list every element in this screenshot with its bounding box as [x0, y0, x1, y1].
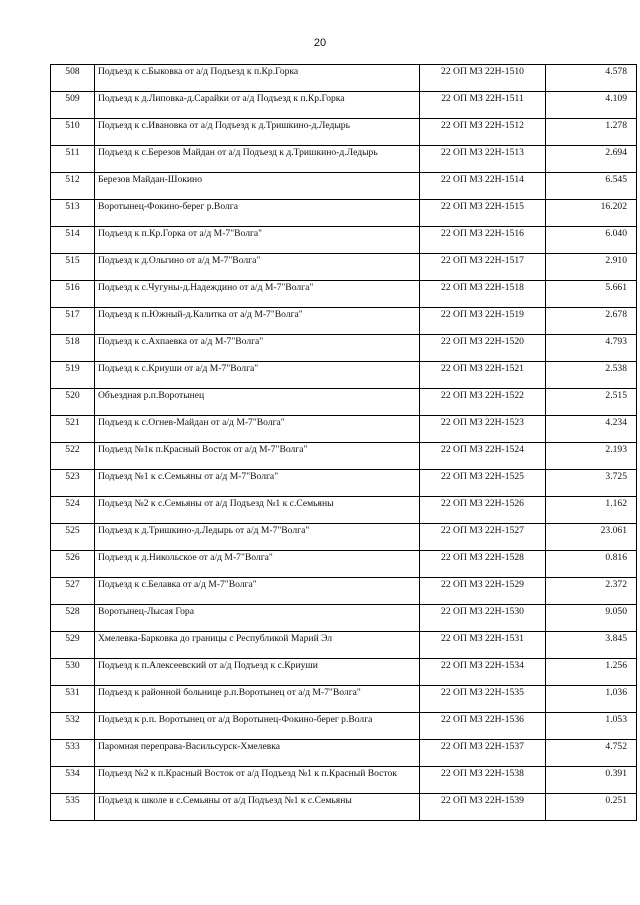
- road-length: 3.725: [546, 470, 637, 497]
- road-length: 0.816: [546, 551, 637, 578]
- row-number: 533: [51, 740, 95, 767]
- road-name: Подъезд к п.Кр.Горка от а/д М-7"Волга": [95, 227, 420, 254]
- row-number: 509: [51, 92, 95, 119]
- road-length: 4.752: [546, 740, 637, 767]
- road-length: 5.661: [546, 281, 637, 308]
- road-length: 2.910: [546, 254, 637, 281]
- road-length: 2.538: [546, 362, 637, 389]
- page-number: 20: [313, 37, 327, 49]
- road-id-code: 22 ОП МЗ 22Н-1523: [420, 416, 546, 443]
- road-length: 1.053: [546, 713, 637, 740]
- table-row: [51, 146, 637, 173]
- row-number: 519: [51, 362, 95, 389]
- table-row: [51, 254, 637, 281]
- road-id-code: 22 ОП МЗ 22Н-1539: [420, 794, 546, 821]
- row-number: 512: [51, 173, 95, 200]
- row-number: 530: [51, 659, 95, 686]
- row-number: 528: [51, 605, 95, 632]
- table-row: [51, 200, 637, 227]
- row-number: 522: [51, 443, 95, 470]
- road-name: Подъезд к с.Ахпаевка от а/д М-7"Волга": [95, 335, 420, 362]
- road-id-code: 22 ОП МЗ 22Н-1518: [420, 281, 546, 308]
- road-length: 4.578: [546, 65, 637, 92]
- road-length: 6.545: [546, 173, 637, 200]
- table-row: [51, 416, 637, 443]
- table-row: [51, 281, 637, 308]
- road-name: Подъезд к районной больнице р.п.Воротынец от а/д М-7"Волга": [95, 686, 420, 713]
- road-length: 1.036: [546, 686, 637, 713]
- road-name: Березов Майдан-Шокино: [95, 173, 420, 200]
- table-row: [51, 578, 637, 605]
- road-id-code: 22 ОП МЗ 22Н-1516: [420, 227, 546, 254]
- road-id-code: 22 ОП МЗ 22Н-1538: [420, 767, 546, 794]
- road-name: Подъезд к д.Никольское от а/д М-7"Волга": [95, 551, 420, 578]
- road-name: Подъезд к д.Ольгино от а/д М-7"Волга": [95, 254, 420, 281]
- row-number: 508: [51, 65, 95, 92]
- table-row: [51, 389, 637, 416]
- road-id-code: 22 ОП МЗ 22Н-1531: [420, 632, 546, 659]
- road-length: 2.193: [546, 443, 637, 470]
- road-name: Подъезд к с.Ивановка от а/д Подъезд к д.Тришкино-д.Ледырь: [95, 119, 420, 146]
- road-id-code: 22 ОП МЗ 22Н-1510: [420, 65, 546, 92]
- road-name: Подъезд №2 к с.Семьяны от а/д Подъезд №1 к с.Семьяны: [95, 497, 420, 524]
- table-row: [51, 767, 637, 794]
- road-id-code: 22 ОП МЗ 22Н-1511: [420, 92, 546, 119]
- road-id-code: 22 ОП МЗ 22Н-1537: [420, 740, 546, 767]
- road-length: 16.202: [546, 200, 637, 227]
- road-id-code: 22 ОП МЗ 22Н-1528: [420, 551, 546, 578]
- road-name: Подъезд №1 к с.Семьяны от а/д М-7"Волга": [95, 470, 420, 497]
- table-row: [51, 497, 637, 524]
- road-name: Подъезд к п.Южный-д.Калитка от а/д М-7"Волга": [95, 308, 420, 335]
- road-id-code: 22 ОП МЗ 22Н-1514: [420, 173, 546, 200]
- road-name: Подъезд к с.Березов Майдан от а/д Подъезд к д.Тришкино-д.Ледырь: [95, 146, 420, 173]
- road-id-code: 22 ОП МЗ 22Н-1515: [420, 200, 546, 227]
- road-length: 2.694: [546, 146, 637, 173]
- road-name: Подъезд к д.Липовка-д.Сарайки от а/д Подъезд к п.Кр.Горка: [95, 92, 420, 119]
- table-row: [51, 308, 637, 335]
- road-name: Подъезд к п.Алексеевский от а/д Подъезд к с.Криуши: [95, 659, 420, 686]
- road-name: Подъезд к р.п. Воротынец от а/д Воротынец-Фокино-берег р.Волга: [95, 713, 420, 740]
- table-row: [51, 713, 637, 740]
- row-number: 515: [51, 254, 95, 281]
- road-name: Подъезд к д.Тришкино-д.Ледырь от а/д М-7"Волга": [95, 524, 420, 551]
- row-number: 514: [51, 227, 95, 254]
- row-number: 517: [51, 308, 95, 335]
- road-id-code: 22 ОП МЗ 22Н-1534: [420, 659, 546, 686]
- table-row: [51, 740, 637, 767]
- road-id-code: 22 ОП МЗ 22Н-1513: [420, 146, 546, 173]
- road-length: 2.678: [546, 308, 637, 335]
- road-id-code: 22 ОП МЗ 22Н-1524: [420, 443, 546, 470]
- road-id-code: 22 ОП МЗ 22Н-1512: [420, 119, 546, 146]
- roads-table: [50, 64, 637, 821]
- row-number: 527: [51, 578, 95, 605]
- road-id-code: 22 ОП МЗ 22Н-1522: [420, 389, 546, 416]
- road-name: Воротынец-Фокино-берег р.Волга: [95, 200, 420, 227]
- road-id-code: 22 ОП МЗ 22Н-1519: [420, 308, 546, 335]
- road-name: Паромная переправа-Васильсурск-Хмелевка: [95, 740, 420, 767]
- road-id-code: 22 ОП МЗ 22Н-1536: [420, 713, 546, 740]
- row-number: 532: [51, 713, 95, 740]
- road-length: 23.061: [546, 524, 637, 551]
- road-name: Подъезд №1к п.Красный Восток от а/д М-7"Волга": [95, 443, 420, 470]
- table-row: [51, 794, 637, 821]
- road-length: 1.256: [546, 659, 637, 686]
- table-row: [51, 92, 637, 119]
- row-number: 526: [51, 551, 95, 578]
- table-row: [51, 119, 637, 146]
- road-id-code: 22 ОП МЗ 22Н-1520: [420, 335, 546, 362]
- row-number: 534: [51, 767, 95, 794]
- table-row: [51, 173, 637, 200]
- table-row: [51, 632, 637, 659]
- road-id-code: 22 ОП МЗ 22Н-1527: [420, 524, 546, 551]
- table-row: [51, 605, 637, 632]
- road-name: Подъезд к с.Белавка от а/д М-7"Волга": [95, 578, 420, 605]
- road-length: 3.845: [546, 632, 637, 659]
- road-length: 9.050: [546, 605, 637, 632]
- road-id-code: 22 ОП МЗ 22Н-1529: [420, 578, 546, 605]
- table-row: [51, 443, 637, 470]
- road-length: 2.515: [546, 389, 637, 416]
- road-name: Подъезд к с.Чугуны-д.Надеждино от а/д М-7"Волга": [95, 281, 420, 308]
- road-length: 6.040: [546, 227, 637, 254]
- row-number: 531: [51, 686, 95, 713]
- road-id-code: 22 ОП МЗ 22Н-1525: [420, 470, 546, 497]
- road-name: Подъезд к с.Криуши от а/д М-7"Волга": [95, 362, 420, 389]
- table-row: [51, 65, 637, 92]
- road-id-code: 22 ОП МЗ 22Н-1526: [420, 497, 546, 524]
- road-name: Подъезд к с.Огнев-Майдан от а/д М-7"Волга": [95, 416, 420, 443]
- road-length: 4.234: [546, 416, 637, 443]
- road-length: 2.372: [546, 578, 637, 605]
- road-name: Хмелевка-Барковка до границы с Республикой Марий Эл: [95, 632, 420, 659]
- road-length: 0.391: [546, 767, 637, 794]
- table-row: [51, 470, 637, 497]
- table-row: [51, 362, 637, 389]
- row-number: 516: [51, 281, 95, 308]
- road-name: Подъезд к школе в с.Семьяны от а/д Подъезд №1 к с.Семьяны: [95, 794, 420, 821]
- row-number: 518: [51, 335, 95, 362]
- row-number: 535: [51, 794, 95, 821]
- road-name: Объездная р.п.Воротынец: [95, 389, 420, 416]
- table-row: [51, 227, 637, 254]
- table-row: [51, 659, 637, 686]
- roads-table-body: [51, 65, 637, 821]
- road-length: 4.109: [546, 92, 637, 119]
- row-number: 523: [51, 470, 95, 497]
- road-id-code: 22 ОП МЗ 22Н-1535: [420, 686, 546, 713]
- row-number: 513: [51, 200, 95, 227]
- row-number: 521: [51, 416, 95, 443]
- road-length: 1.278: [546, 119, 637, 146]
- row-number: 524: [51, 497, 95, 524]
- road-length: 1.162: [546, 497, 637, 524]
- row-number: 510: [51, 119, 95, 146]
- road-id-code: 22 ОП МЗ 22Н-1521: [420, 362, 546, 389]
- road-id-code: 22 ОП МЗ 22Н-1517: [420, 254, 546, 281]
- table-row: [51, 335, 637, 362]
- table-row: [51, 551, 637, 578]
- road-length: 0.251: [546, 794, 637, 821]
- row-number: 511: [51, 146, 95, 173]
- road-id-code: 22 ОП МЗ 22Н-1530: [420, 605, 546, 632]
- row-number: 525: [51, 524, 95, 551]
- row-number: 529: [51, 632, 95, 659]
- row-number: 520: [51, 389, 95, 416]
- road-name: Подъезд к с.Быковка от а/д Подъезд к п.Кр.Горка: [95, 65, 420, 92]
- road-name: Воротынец-Лысая Гора: [95, 605, 420, 632]
- table-row: [51, 524, 637, 551]
- road-length: 4.793: [546, 335, 637, 362]
- table-row: [51, 686, 637, 713]
- road-name: Подъезд №2 к п.Красный Восток от а/д Подъезд №1 к п.Красный Восток: [95, 767, 420, 794]
